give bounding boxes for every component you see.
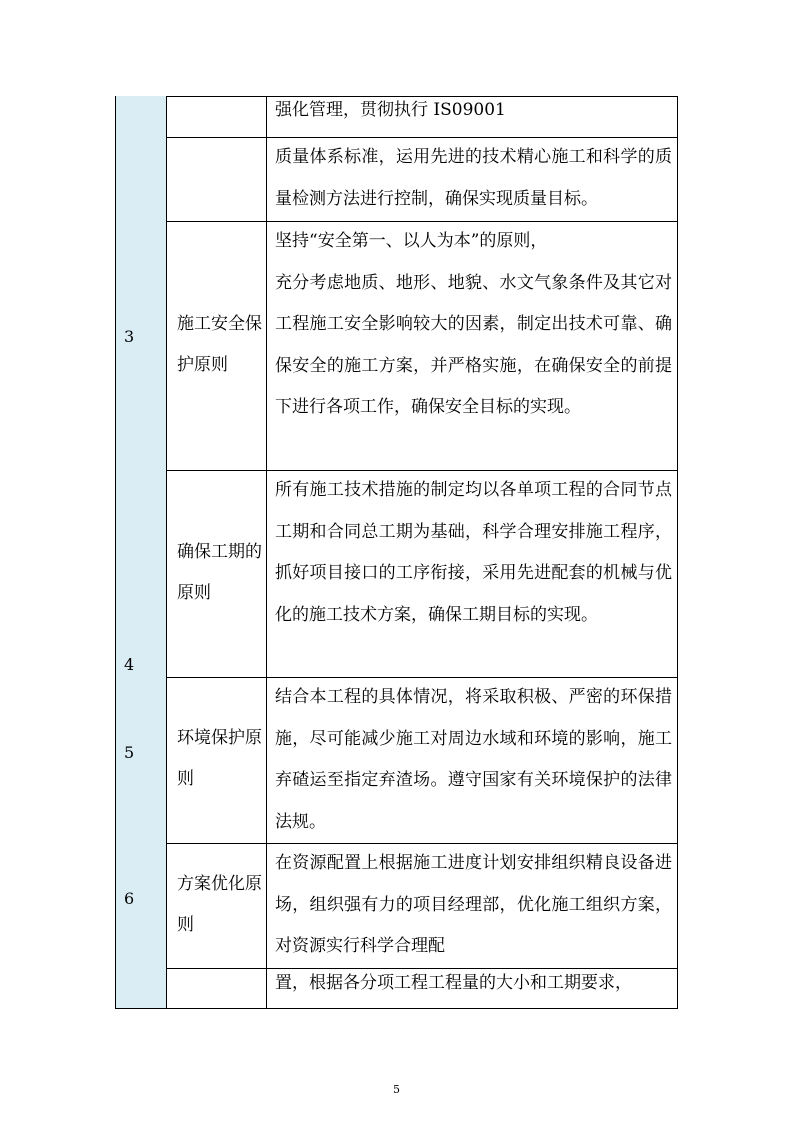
principle-description: 结合本工程的具体情况，将采取积极、严密的环保措施，尽可能减少施工对周边水域和环境的影响，施工弃碴运至指定弃渣场。遵守国家有关环境保护的法律法规。: [275, 687, 672, 832]
number-cell: [115, 968, 166, 1008]
description-cell: [266, 96, 678, 137]
principle-name: 施工安全保护原则: [177, 314, 262, 375]
row-number: 6: [124, 889, 135, 908]
table-row: [115, 96, 678, 137]
number-cell: [115, 470, 166, 677]
number-cell: [115, 96, 166, 137]
name-cell: [166, 843, 266, 968]
row-number: 3: [124, 327, 135, 346]
number-cell: [115, 843, 166, 968]
principle-name: 确保工期的原则: [177, 542, 262, 603]
table-row: [115, 470, 678, 677]
name-cell: [166, 677, 266, 843]
table-row: [115, 221, 678, 470]
description-cell: [266, 221, 678, 470]
principle-description: 置，根据各分项工程工程量的大小和工期要求，: [275, 973, 632, 993]
table-row: [115, 677, 678, 843]
name-cell: [166, 137, 266, 221]
description-cell: [266, 470, 678, 677]
principle-name: 环境保护原则: [177, 728, 262, 789]
number-cell: [115, 137, 166, 221]
description-cell: [266, 843, 678, 968]
principle-description: 在资源配置上根据施工进度计划安排组织精良设备进场，组织强有力的项目经理部，优化施工组织方案，对资源实行科学合理配: [275, 853, 672, 956]
table-row: [115, 137, 678, 221]
page-number: 5: [393, 1083, 400, 1096]
table-border: [115, 1008, 678, 1009]
row-number: 5: [124, 743, 135, 762]
principle-description: 坚持“安全第一、以人为本”的原则， 充分考虑地质、地形、地貌、水文气象条件及其它对工程施工安全影响较大的因素，制定出技术可靠、确保安全的施工方案，并严格实施，在确保安全的前提下进行各项工作，确保安全目标的实现。: [275, 231, 672, 417]
principle-description: 强化管理，贯彻执行 IS09001: [275, 100, 506, 120]
number-cell: [115, 677, 166, 843]
name-cell: [166, 96, 266, 137]
row-number: 4: [124, 655, 135, 674]
number-cell: [115, 221, 166, 470]
principle-name: 方案优化原则: [177, 874, 262, 935]
name-cell: [166, 221, 266, 470]
name-cell: [166, 470, 266, 677]
principle-description: 所有施工技术措施的制定均以各单项工程的合同节点工期和合同总工期为基础，科学合理安排施工程序，抓好项目接口的工序衔接，采用先进配套的机械与优化的施工技术方案，确保工期目标的实现。: [275, 480, 672, 625]
name-cell: [166, 968, 266, 1008]
description-cell: [266, 968, 678, 1008]
table-row: [115, 843, 678, 968]
principle-description: 质量体系标准，运用先进的技术精心施工和科学的质量检测方法进行控制，确保实现质量目标。: [275, 147, 672, 209]
description-cell: [266, 137, 678, 221]
description-cell: [266, 677, 678, 843]
table-row: [115, 968, 678, 1008]
